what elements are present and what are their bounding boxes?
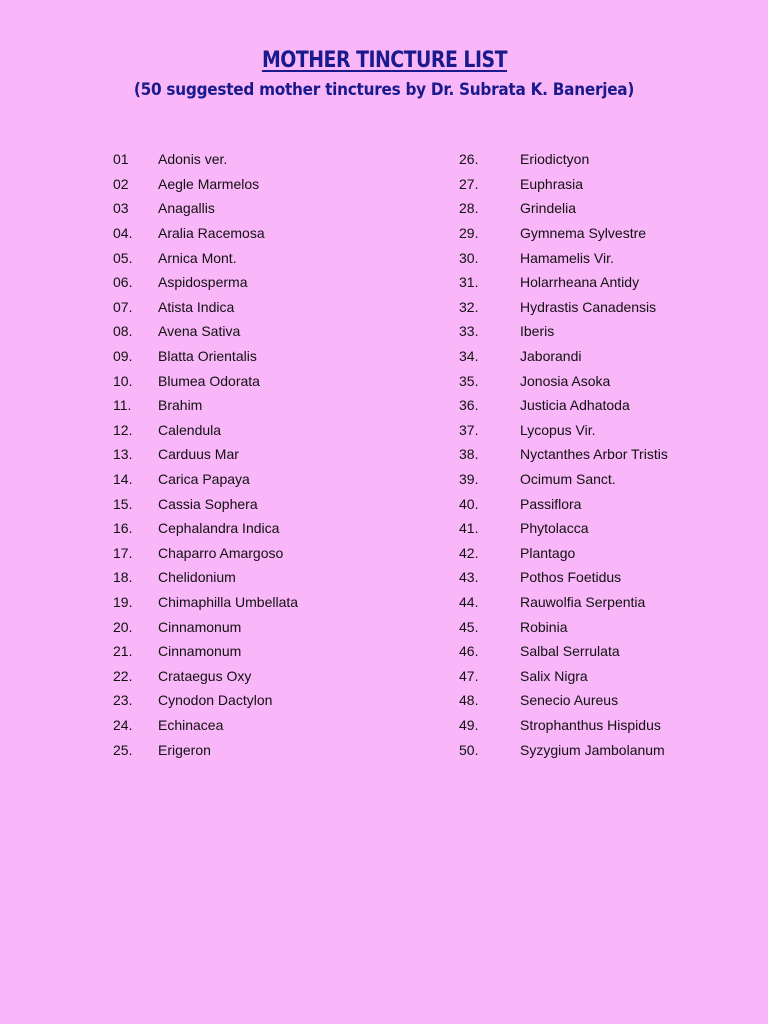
tincture-name: Iberis — [520, 323, 555, 340]
item-number: 06. — [113, 274, 133, 291]
list-item — [459, 491, 759, 516]
tincture-name: Cynodon Dactylon — [158, 692, 273, 709]
tincture-name: Phytolacca — [520, 520, 589, 537]
item-number: 49. — [459, 716, 479, 733]
tincture-name: Blumea Odorata — [158, 372, 260, 389]
list-item — [459, 319, 759, 344]
tincture-name: Grindelia — [520, 200, 577, 217]
list-item — [459, 221, 759, 246]
list-item — [459, 565, 759, 590]
list-item — [113, 196, 413, 221]
item-number: 27. — [459, 175, 479, 192]
list-item — [459, 172, 759, 197]
tincture-name: Cephalandra Indica — [158, 520, 280, 537]
list-item — [459, 590, 759, 615]
list-item — [459, 418, 759, 443]
tincture-name: Calendula — [158, 421, 222, 438]
list-item — [113, 442, 413, 467]
list-item — [459, 245, 759, 270]
item-number: 10. — [113, 372, 133, 389]
item-number: 07. — [113, 298, 133, 315]
item-number: 04. — [113, 225, 133, 242]
item-number: 29. — [459, 225, 479, 242]
page-title: MOTHER TINCTURE LIST — [261, 48, 507, 73]
item-number: 44. — [459, 593, 479, 610]
list-item — [113, 344, 413, 369]
list-item — [459, 737, 759, 762]
list-item — [113, 245, 413, 270]
list-item — [113, 713, 413, 738]
item-number: 38. — [459, 446, 479, 463]
list-item — [459, 344, 759, 369]
item-number: 09. — [113, 348, 133, 365]
tincture-name: Aspidosperma — [158, 274, 248, 291]
item-number: 40. — [459, 495, 479, 512]
list-item — [459, 196, 759, 221]
page-subtitle: (50 suggested mother tinctures by Dr. Subrata K. Banerjea) — [133, 80, 635, 100]
item-number: 22. — [113, 667, 133, 684]
tincture-name: Eriodictyon — [520, 151, 590, 168]
item-number: 35. — [459, 372, 479, 389]
item-number: 37. — [459, 421, 479, 438]
tincture-name: Holarrheana Antidy — [520, 274, 640, 291]
tincture-name: Anagallis — [158, 200, 215, 217]
list-item — [459, 663, 759, 688]
list-item — [113, 663, 413, 688]
tincture-name: Carduus Mar — [158, 446, 239, 463]
tincture-name: Salix Nigra — [520, 667, 588, 684]
list-item — [459, 541, 759, 566]
tincture-name: Chimaphilla Umbellata — [158, 593, 299, 610]
list-item — [459, 147, 759, 172]
tincture-name: Ocimum Sanct. — [520, 471, 616, 488]
tincture-name: Erigeron — [158, 741, 211, 758]
tincture-name: Cassia Sophera — [158, 495, 258, 512]
tincture-name: Carica Papaya — [158, 471, 250, 488]
item-number: 03 — [113, 200, 129, 217]
item-number: 24. — [113, 716, 133, 733]
item-number: 31. — [459, 274, 479, 291]
tincture-list-right-column — [459, 147, 759, 762]
item-number: 26. — [459, 151, 479, 168]
tincture-name: Blatta Orientalis — [158, 348, 257, 365]
item-number: 47. — [459, 667, 479, 684]
tincture-name: Adonis ver. — [158, 151, 228, 168]
item-number: 34. — [459, 348, 479, 365]
item-number: 21. — [113, 643, 133, 660]
tincture-name: Euphrasia — [520, 175, 584, 192]
list-item — [459, 614, 759, 639]
list-item — [459, 368, 759, 393]
list-item — [459, 467, 759, 492]
item-number: 01 — [113, 151, 129, 168]
list-item — [459, 442, 759, 467]
item-number: 43. — [459, 569, 479, 586]
tincture-name: Aegle Marmelos — [158, 175, 260, 192]
item-number: 08. — [113, 323, 133, 340]
item-number: 02 — [113, 175, 129, 192]
tincture-name: Brahim — [158, 397, 203, 414]
tincture-name: Plantago — [520, 544, 576, 561]
list-item — [459, 393, 759, 418]
item-number: 33. — [459, 323, 479, 340]
list-item — [113, 418, 413, 443]
tincture-name: Arnica Mont. — [158, 249, 237, 266]
list-item — [113, 590, 413, 615]
list-item — [113, 368, 413, 393]
tincture-name: Chelidonium — [158, 569, 236, 586]
list-item — [459, 713, 759, 738]
item-number: 32. — [459, 298, 479, 315]
list-item — [113, 541, 413, 566]
tincture-name: Chaparro Amargoso — [158, 544, 284, 561]
tincture-name: Passiflora — [520, 495, 582, 512]
tincture-name: Cinnamonum — [158, 643, 242, 660]
item-number: 25. — [113, 741, 133, 758]
item-number: 39. — [459, 471, 479, 488]
item-number: 36. — [459, 397, 479, 414]
item-number: 11. — [113, 397, 132, 414]
item-number: 14. — [113, 471, 133, 488]
tincture-name: Syzygium Jambolanum — [520, 741, 665, 758]
tincture-name: Justicia Adhatoda — [520, 397, 630, 414]
tincture-name: Salbal Serrulata — [520, 643, 620, 660]
list-item — [113, 565, 413, 590]
item-number: 05. — [113, 249, 133, 266]
tincture-name: Aralia Racemosa — [158, 225, 265, 242]
list-item — [113, 319, 413, 344]
list-item — [459, 639, 759, 664]
tincture-list-left-column — [113, 147, 413, 762]
item-number: 50. — [459, 741, 479, 758]
tincture-name: Gymnema Sylvestre — [520, 225, 647, 242]
list-item — [113, 393, 413, 418]
tincture-name: Cinnamonum — [158, 618, 242, 635]
tincture-name: Senecio Aureus — [520, 692, 619, 709]
list-item — [113, 467, 413, 492]
tincture-name: Avena Sativa — [158, 323, 241, 340]
tincture-name: Nyctanthes Arbor Tristis — [520, 446, 668, 463]
item-number: 20. — [113, 618, 133, 635]
list-item — [459, 688, 759, 713]
tincture-name: Pothos Foetidus — [520, 569, 622, 586]
item-number: 46. — [459, 643, 479, 660]
item-number: 30. — [459, 249, 479, 266]
list-item — [113, 270, 413, 295]
item-number: 13. — [113, 446, 133, 463]
tincture-name: Hydrastis Canadensis — [520, 298, 657, 315]
tincture-name: Hamamelis Vir. — [520, 249, 614, 266]
tincture-name: Rauwolfia Serpentia — [520, 593, 646, 610]
tincture-name: Robinia — [520, 618, 568, 635]
item-number: 19. — [113, 593, 133, 610]
list-item — [113, 688, 413, 713]
item-number: 23. — [113, 692, 133, 709]
tincture-name: Jonosia Asoka — [520, 372, 611, 389]
list-item — [459, 516, 759, 541]
tincture-name: Atista Indica — [158, 298, 235, 315]
item-number: 42. — [459, 544, 479, 561]
item-number: 41. — [459, 520, 479, 537]
tincture-name: Lycopus Vir. — [520, 421, 596, 438]
list-item — [113, 147, 413, 172]
tincture-name: Jaborandi — [520, 348, 582, 365]
item-number: 12. — [113, 421, 133, 438]
list-item — [113, 295, 413, 320]
list-item — [113, 639, 413, 664]
item-number: 16. — [113, 520, 133, 537]
tincture-name: Strophanthus Hispidus — [520, 716, 661, 733]
list-item — [113, 172, 413, 197]
tincture-name: Echinacea — [158, 716, 224, 733]
list-item — [113, 221, 413, 246]
item-number: 17. — [113, 544, 133, 561]
item-number: 18. — [113, 569, 133, 586]
item-number: 45. — [459, 618, 479, 635]
item-number: 48. — [459, 692, 479, 709]
document-header — [0, 44, 768, 102]
list-item — [113, 516, 413, 541]
item-number: 15. — [113, 495, 133, 512]
list-item — [459, 270, 759, 295]
list-item — [113, 491, 413, 516]
list-item — [113, 737, 413, 762]
item-number: 28. — [459, 200, 479, 217]
list-item — [113, 614, 413, 639]
tincture-name: Crataegus Oxy — [158, 667, 252, 684]
list-item — [459, 295, 759, 320]
